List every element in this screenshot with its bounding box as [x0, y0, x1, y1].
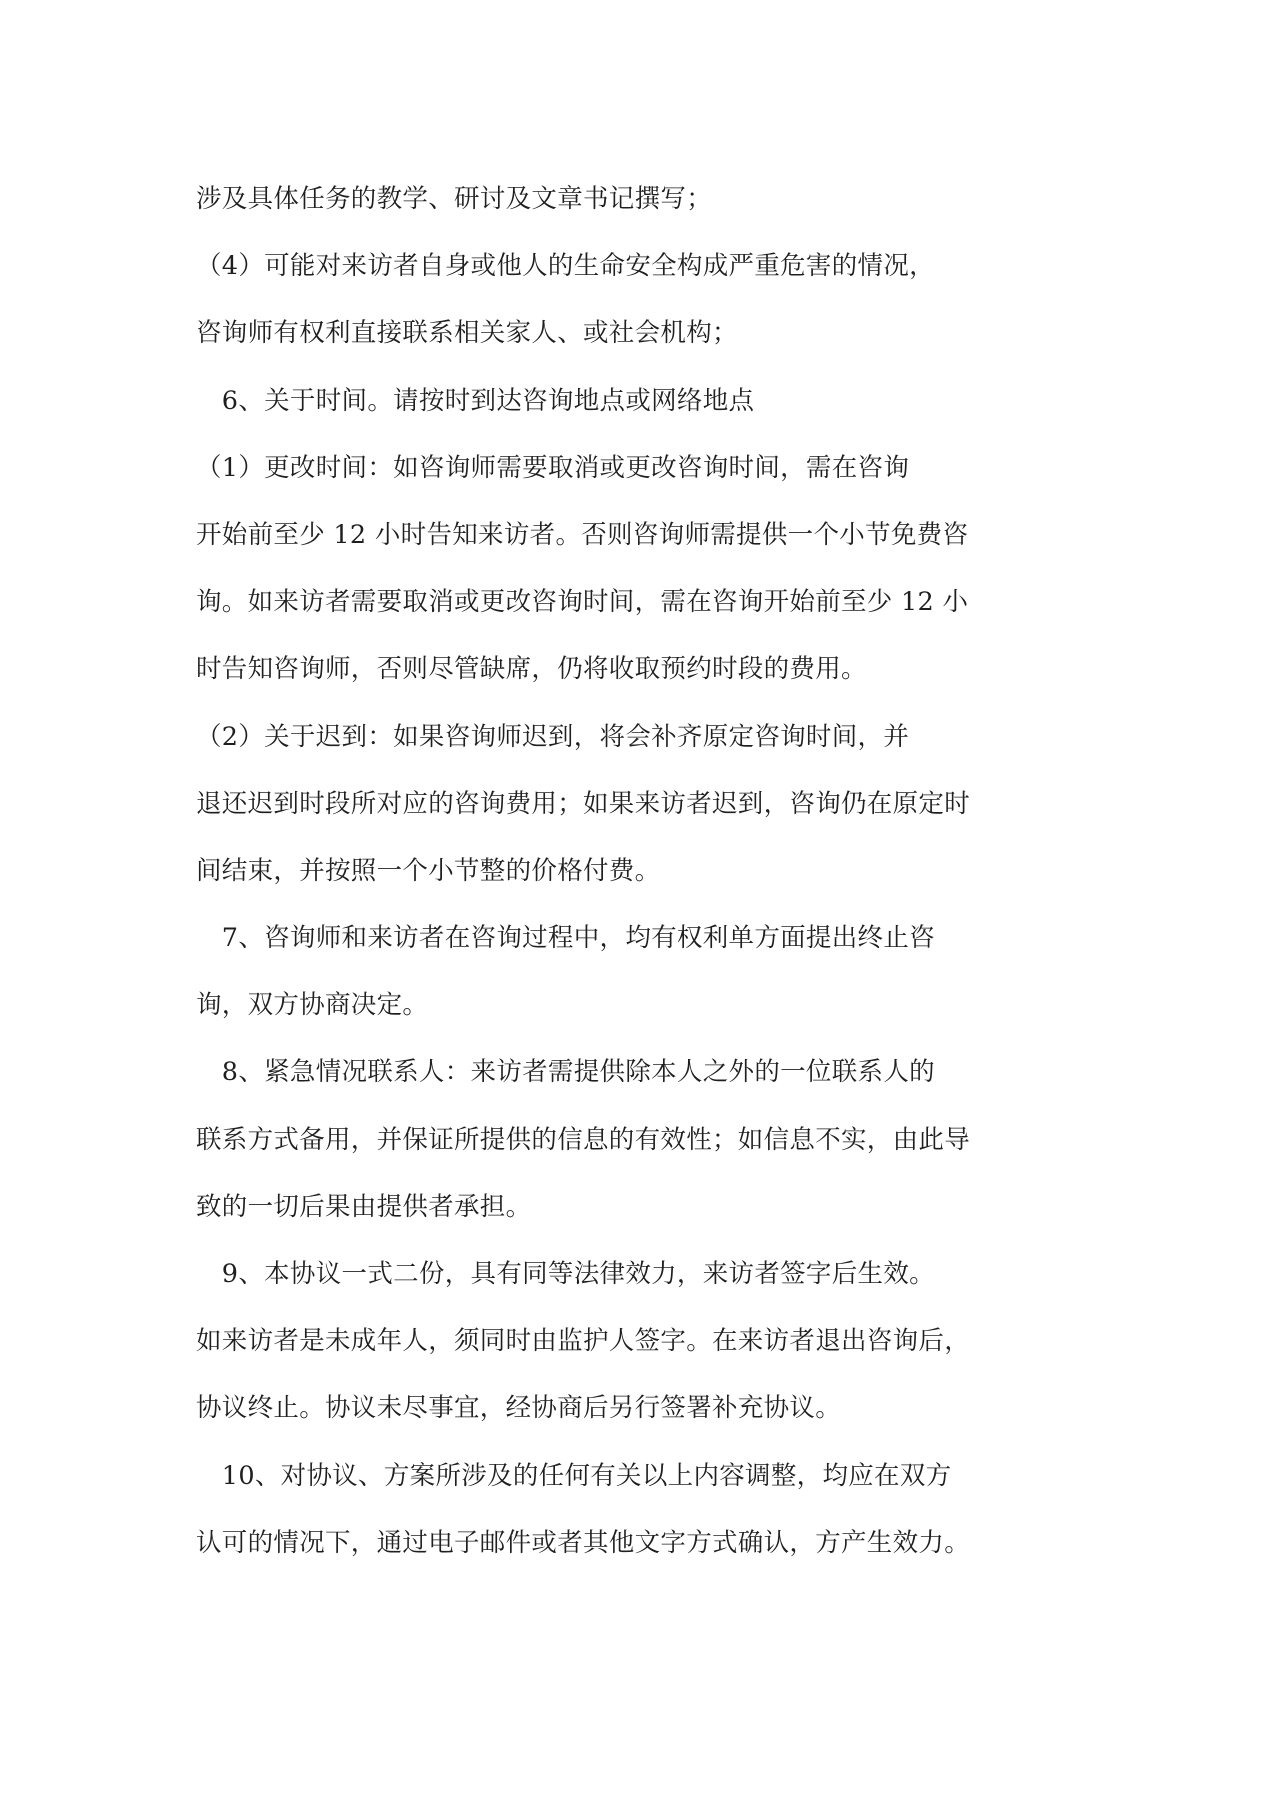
text-line: 认可的情况下，通过电子邮件或者其他文字方式确认，方产生效力。 — [196, 1527, 971, 1558]
text-line: 8、紧急情况联系人：来访者需提供除本人之外的一位联系人的 — [196, 1057, 935, 1088]
text-line: 开始前至少 12 小时告知来访者。否则咨询师需提供一个小节免费咨 — [196, 519, 969, 550]
text-line: 退还迟到时段所对应的咨询费用；如果来访者迟到，咨询仍在原定时 — [196, 788, 971, 819]
text-line: 6、关于时间。请按时到达咨询地点或网络地点 — [196, 385, 755, 416]
text-line: 10、对协议、方案所涉及的任何有关以上内容调整，均应在双方 — [196, 1460, 952, 1491]
text-line: 时告知咨询师，否则尽管缺席，仍将收取预约时段的费用。 — [196, 654, 867, 685]
text-line: 间结束，并按照一个小节整的价格付费。 — [196, 855, 661, 886]
text-line: 询，双方协商决定。 — [196, 990, 429, 1021]
text-line: （4）可能对来访者自身或他人的生命安全构成严重危害的情况， — [196, 251, 935, 282]
text-line: 7、咨询师和来访者在咨询过程中，均有权利单方面提出终止咨 — [196, 923, 935, 954]
document-body — [196, 166, 996, 1577]
text-line: （1）更改时间：如咨询师需要取消或更改咨询时间，需在咨询 — [196, 452, 910, 483]
text-line: 询。如来访者需要取消或更改咨询时间，需在咨询开始前至少 12 小 — [196, 587, 969, 618]
text-line: （2）关于迟到：如果咨询师迟到，将会补齐原定咨询时间，并 — [196, 721, 910, 752]
text-line: 咨询师有权利直接联系相关家人、或社会机构； — [196, 318, 738, 349]
text-line: 协议终止。协议未尽事宜，经协商后另行签署补充协议。 — [196, 1393, 842, 1424]
text-line: 致的一切后果由提供者承担。 — [196, 1191, 532, 1222]
text-line: 涉及具体任务的教学、研讨及文章书记撰写； — [196, 184, 713, 214]
text-line: 9、本协议一式二份，具有同等法律效力，来访者签字后生效。 — [196, 1259, 935, 1289]
text-line: 联系方式备用，并保证所提供的信息的有效性；如信息不实，由此导 — [196, 1124, 971, 1155]
text-line: 如来访者是未成年人，须同时由监护人签字。在来访者退出咨询后， — [196, 1326, 971, 1357]
